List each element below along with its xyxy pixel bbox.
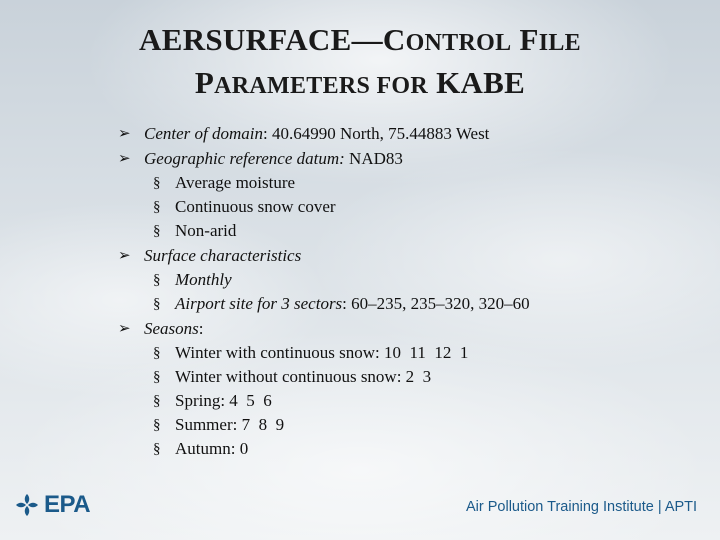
list-item bbox=[0, 389, 720, 413]
square-bullet-icon: § bbox=[153, 175, 161, 191]
title-line-1 bbox=[40, 20, 680, 63]
square-bullet-icon: § bbox=[153, 393, 161, 409]
item-value: 40.64990 North, 75.44883 West bbox=[271, 124, 490, 143]
list-item bbox=[0, 365, 720, 389]
slide-title bbox=[40, 20, 680, 106]
item-text: Autumn: 0 bbox=[175, 439, 249, 458]
list-item bbox=[0, 341, 720, 365]
list-item bbox=[0, 171, 720, 195]
square-bullet-icon: § bbox=[153, 223, 161, 239]
item-value: NAD83 bbox=[344, 149, 403, 168]
item-separator: : bbox=[263, 124, 272, 143]
list-item bbox=[0, 268, 720, 292]
list-item bbox=[0, 316, 720, 341]
arrow-bullet-icon: ➢ bbox=[118, 319, 131, 337]
epa-logo-text: EPA bbox=[44, 491, 91, 518]
square-bullet-icon: § bbox=[153, 441, 161, 457]
list-item bbox=[0, 413, 720, 437]
item-label: Airport site for 3 sectors bbox=[175, 294, 343, 313]
footer-org-name: Air Pollution Training Institute | APTI bbox=[466, 499, 698, 515]
list-item bbox=[0, 146, 720, 171]
title-text: ILE bbox=[538, 30, 581, 56]
item-label: Geographic reference datum: bbox=[144, 149, 345, 168]
item-label: Surface characteristics bbox=[144, 246, 302, 265]
list-item bbox=[0, 121, 720, 146]
item-text: Average moisture bbox=[175, 173, 296, 192]
item-text: Summer: 7 8 9 bbox=[175, 415, 285, 434]
list-item bbox=[0, 195, 720, 219]
item-text: Winter with continuous snow: 10 11 12 1 bbox=[175, 343, 469, 362]
square-bullet-icon: § bbox=[153, 272, 161, 288]
arrow-bullet-icon: ➢ bbox=[118, 124, 131, 142]
title-line-2 bbox=[40, 63, 680, 106]
arrow-bullet-icon: ➢ bbox=[118, 246, 131, 264]
title-text: KABE bbox=[428, 65, 526, 100]
item-label: Center of domain bbox=[144, 124, 263, 143]
list-item bbox=[0, 243, 720, 268]
list-item bbox=[0, 437, 720, 461]
title-text: ONTROL bbox=[405, 30, 512, 56]
item-text: Non-arid bbox=[175, 221, 237, 240]
item-value: : bbox=[198, 319, 204, 338]
square-bullet-icon: § bbox=[153, 296, 161, 312]
item-text: Continuous snow cover bbox=[175, 197, 336, 216]
square-bullet-icon: § bbox=[153, 369, 161, 385]
arrow-bullet-icon: ➢ bbox=[118, 149, 131, 167]
item-text: Spring: 4 5 6 bbox=[175, 391, 272, 410]
bullet-list bbox=[0, 121, 720, 461]
list-item bbox=[0, 292, 720, 316]
item-value: : 60–235, 235–320, 320–60 bbox=[342, 294, 530, 313]
square-bullet-icon: § bbox=[153, 199, 161, 215]
title-text: ARAMETERS FOR bbox=[214, 73, 429, 99]
epa-logo bbox=[14, 490, 90, 520]
square-bullet-icon: § bbox=[153, 345, 161, 361]
epa-flower-logo-icon bbox=[14, 492, 40, 518]
title-text: F bbox=[511, 22, 539, 57]
list-item bbox=[0, 219, 720, 243]
item-text: Winter without continuous snow: 2 3 bbox=[175, 367, 432, 386]
title-text: P bbox=[194, 65, 215, 100]
item-label: Monthly bbox=[175, 270, 232, 289]
title-text: AERSURFACE—C bbox=[139, 22, 406, 57]
item-label: Seasons bbox=[144, 319, 199, 338]
square-bullet-icon: § bbox=[153, 417, 161, 433]
